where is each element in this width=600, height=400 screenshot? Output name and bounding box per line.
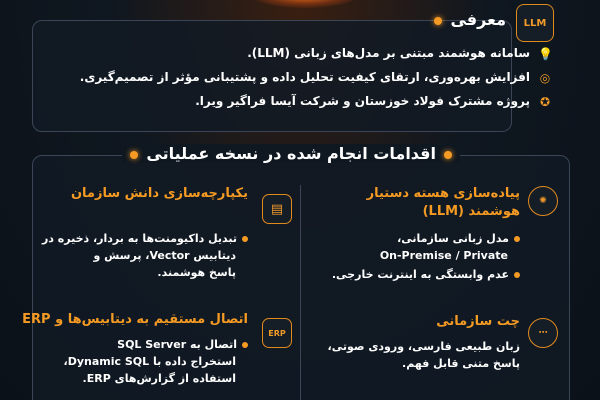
erp-heading: اتصال مستقیم به دیتابیس‌ها و ERP	[22, 312, 248, 327]
knowledge-heading: یکپارچه‌سازی دانش سازمان	[70, 186, 248, 201]
title-dot-right	[444, 151, 452, 159]
brain-icon: ✺	[528, 186, 558, 216]
title-dot-left	[130, 151, 138, 159]
knowledge-bullet: تبدیل داکیومنت‌ها به بردار، ذخیره در	[42, 232, 248, 245]
title-dot	[434, 17, 442, 25]
knowledge-line-2: دیتابیس Vector، پرسش و	[93, 249, 236, 262]
core-assistant-heading-1: پیاده‌سازی هسته دستیار	[366, 186, 520, 201]
erp-line-3: استفاده از گزارش‌های ERP.	[82, 372, 236, 385]
bullet-dot	[514, 272, 520, 278]
chat-icon: ⋯	[528, 318, 558, 348]
bullet-dot	[514, 236, 520, 242]
document-icon: ▤	[262, 194, 292, 224]
top-glow-decoration	[250, 0, 360, 8]
chat-heading: چت سازمانی	[436, 314, 520, 329]
erp-line-2: استخراج داده با Dynamic SQL،	[63, 355, 236, 368]
chat-line-1: زبان طبیعی فارسی، ورودی صوتی،	[327, 340, 520, 353]
lightbulb-icon: 💡	[538, 47, 553, 61]
knowledge-line-3: پاسخ هوشمند.	[157, 266, 236, 279]
actions-title	[122, 144, 460, 163]
intro-title-text: معرفی	[450, 10, 506, 29]
core-bullet-2: عدم وابستگی به اینترنت خارجی.	[332, 268, 520, 281]
actions-title-text: اقدامات انجام شده در نسخه عملیاتی	[146, 144, 436, 163]
bullet-dot	[242, 342, 248, 348]
intro-line-2: افزایش بهره‌وری، ارتقای کیفیت تحلیل داده و پشتیبانی مؤثر از تصمیم‌گیری.	[79, 70, 530, 84]
intro-title	[434, 10, 506, 29]
core-assistant-heading-2: هوشمند (LLM)	[422, 204, 520, 219]
intro-line-3: پروژه مشترک فولاد خوزستان و شرکت آیسا فراگیر ویرا.	[195, 94, 530, 108]
core-bullet-1-line-2: On-Premise / Private	[379, 249, 508, 262]
award-icon: ✪	[539, 95, 551, 109]
chat-line-2: پاسخ متنی قابل فهم.	[402, 357, 520, 370]
intro-line-1: سامانه هوشمند مبتنی بر مدل‌های زبانی (LLM).	[247, 46, 530, 60]
target-icon: ◎	[539, 71, 551, 85]
core-bullet-1: مدل زبانی سازمانی،	[397, 232, 520, 245]
erp-icon: ERP	[262, 318, 292, 348]
bullet-dot	[242, 236, 248, 242]
llm-icon: LLM	[516, 4, 554, 42]
column-divider	[300, 185, 301, 400]
erp-bullet: اتصال به SQL Server	[117, 338, 248, 351]
